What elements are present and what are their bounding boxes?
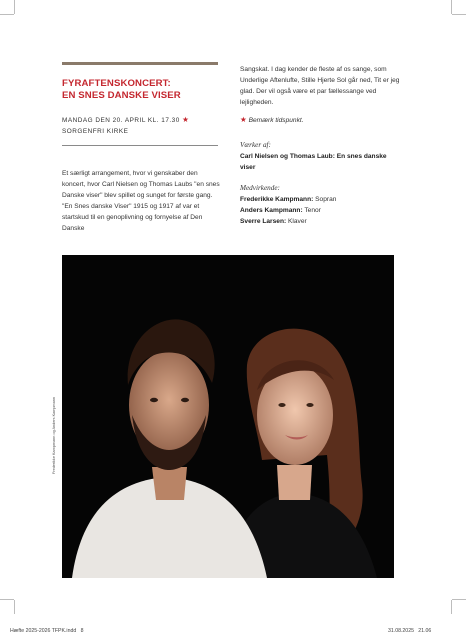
event-description: Et særligt arrangement, hvor vi genskaber den koncert, hvor Carl Nielsen og Thomas Laubs "en snes Danske viser" blev spillet og sunget for første gang. "En Snes danske Viser" 1915 og 1917 af var et startskud til en genoplivning og fornyelse af Den Danske: [62, 170, 220, 232]
crop-mark: [14, 600, 15, 614]
middle-rule: [62, 145, 218, 146]
timing-note: [240, 114, 400, 126]
works-label: Værker af:: [240, 141, 271, 149]
event-title-line-1: FYRAFTENSKONCERT:: [62, 78, 171, 89]
footer-time: 21.06: [418, 628, 432, 634]
event-venue: SORGENFRI KIRKE: [62, 128, 129, 135]
performer-role: Tenor: [304, 207, 321, 214]
performer-photo-illustration: [62, 255, 394, 578]
crop-mark: [451, 600, 452, 614]
crop-mark: [452, 14, 466, 15]
crop-mark: [14, 0, 15, 14]
star-icon: ★: [240, 115, 247, 124]
continued-text: Sangskat. I dag kender de fleste af os sange, som Underlige Aftenlufte, Stille Hjerte Sol går ned, Tit er jeg glad. Der vil også være et par fællessange ved lejligheden.: [240, 66, 400, 106]
top-rule: [62, 62, 218, 65]
crop-mark: [452, 599, 466, 600]
performer-name: Anders Kampmann:: [240, 207, 303, 214]
crop-mark: [0, 599, 14, 600]
footer-date: 31.08.2025: [388, 628, 414, 634]
event-date-row: [62, 114, 222, 126]
right-column: [240, 64, 400, 227]
performer-name: Frederikke Kampmann:: [240, 196, 314, 203]
event-meta: [62, 114, 222, 137]
event-date-time: MANDAG DEN 20. APRIL KL. 17.30: [62, 117, 180, 124]
crop-mark: [451, 0, 452, 14]
performer-row: [240, 205, 400, 216]
photo-credit: Frederikke Kampmann og Anders Kampmann: [52, 396, 56, 474]
performer-photo: [62, 255, 394, 578]
footer-left: [10, 628, 83, 634]
crop-mark: [0, 14, 14, 15]
star-icon: ★: [182, 115, 190, 124]
performer-row: [240, 216, 400, 227]
performers-label: Medvirkende:: [240, 184, 280, 192]
footer-right: [388, 628, 431, 634]
event-title-line-2: EN SNES DANSKE VISER: [62, 89, 181, 101]
performer-row: [240, 194, 400, 205]
performer-role: Klaver: [288, 218, 307, 225]
footer-file: Hæfte 2025-2026 TFPK.indd: [10, 628, 77, 634]
timing-note-text: Bemærk tidspunkt.: [248, 117, 304, 124]
event-title: [62, 78, 222, 101]
performer-role: Sopran: [315, 196, 337, 203]
works-text: Carl Nielsen og Thomas Laub: En snes danske viser: [240, 153, 387, 171]
performer-name: Sverre Larsen:: [240, 218, 287, 225]
footer-page: 8: [80, 628, 84, 634]
